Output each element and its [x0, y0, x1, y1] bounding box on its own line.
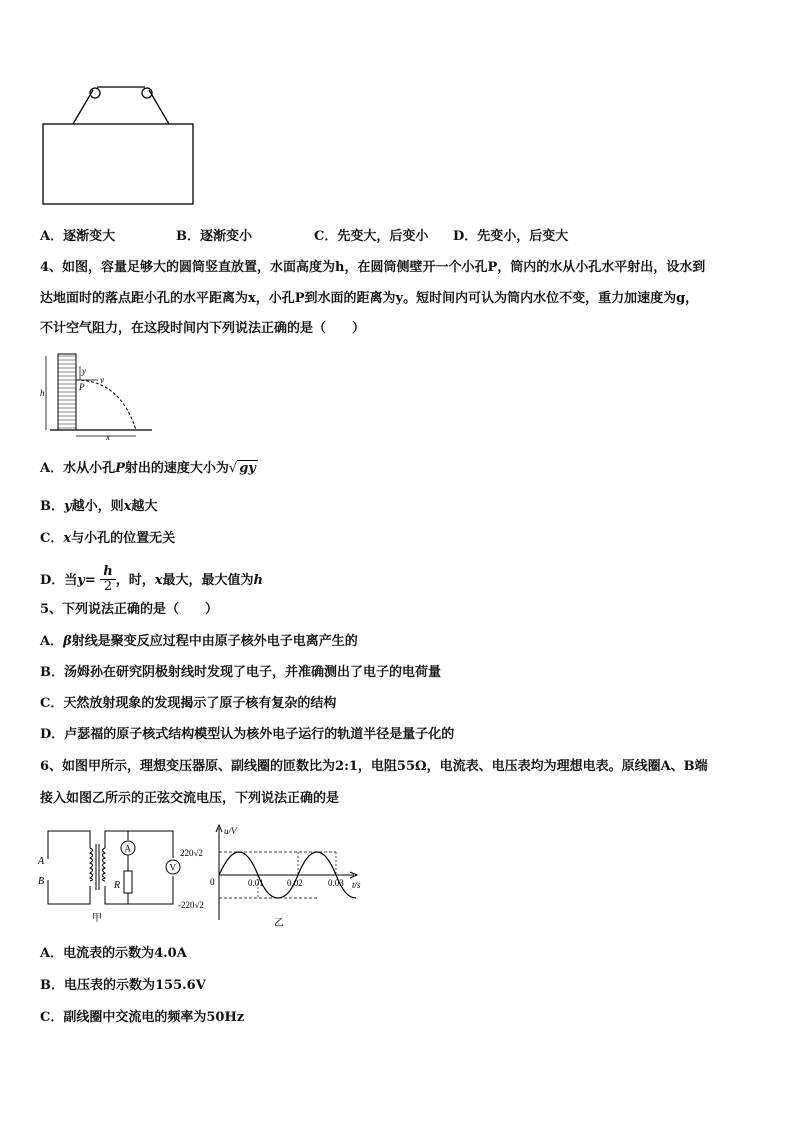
q6-option-c[interactable]: C．副线圈中交流电的频率为50Hz: [40, 1010, 245, 1025]
q6-voltage-graph: [178, 822, 368, 930]
q6-graph-ytick-neg: -220√2: [178, 900, 204, 910]
q6-graph-xtick-001: 0.01: [248, 878, 264, 888]
q6-terminal-b: B: [38, 876, 45, 887]
fraction-h-over-2: $\frac{h}{2}$: [100, 565, 115, 594]
q6-option-b[interactable]: B．电压表的示数为155.6V: [40, 978, 206, 993]
q4-stem-line-2: 达地面时的落点距小孔的水平距离为x，小孔P到水面的距离为y。短时间内可认为筒内水位不变，重力加速度为g，: [40, 291, 699, 306]
q4-label-x: x: [106, 432, 110, 442]
q5-option-b[interactable]: B．汤姆孙在研究阴极射线时发现了电子，并准确测出了电子的电荷量: [40, 665, 441, 680]
q3-option-a[interactable]: A．逐渐变大: [40, 229, 116, 244]
q6-primary-coil: [90, 848, 93, 881]
q6-graph-caption: 乙: [274, 918, 284, 929]
q4-label-y: y: [82, 366, 86, 376]
q6-circuit-figure: [38, 826, 183, 926]
q4-option-c[interactable]: C．x与小孔的位置无关: [40, 531, 176, 546]
q5-option-c[interactable]: C．天然放射现象的发现揭示了原子核有复杂的结构: [40, 696, 337, 711]
q6-resistor: [124, 871, 132, 893]
q5-option-d[interactable]: D．卢瑟福的原子核式结构模型认为核外电子运行的轨道半径是量子化的: [40, 727, 455, 742]
q6-option-a[interactable]: A．电流表的示数为4.0A: [40, 946, 187, 961]
q6-circuit-caption: 甲: [92, 913, 102, 924]
q4-label-p: P: [79, 382, 85, 392]
q6-stem-line-2: 接入如图乙所示的正弦交流电压，下列说法正确的是: [40, 791, 340, 806]
q6-graph-xtick-002: 0.02: [287, 878, 303, 888]
q5-stem: 5、下列说法正确的是（ ）: [40, 602, 219, 617]
q6-secondary-coil: [103, 848, 106, 881]
sqrt-sign: √: [228, 461, 238, 476]
q6-graph-xlabel: t/s: [352, 880, 361, 890]
q6-graph-xtick-003: 0.03: [328, 878, 344, 888]
q3-option-c[interactable]: C．先变大，后变小: [314, 229, 429, 244]
q6-ammeter-label: A: [124, 843, 131, 854]
q6-graph-ylabel: u/V: [224, 826, 237, 836]
q6-graph-ytick-pos: 220√2: [180, 848, 203, 858]
q6-primary-wire: [48, 831, 90, 859]
q3-option-d[interactable]: D．先变小，后变大: [453, 229, 569, 244]
q3-box: [43, 124, 193, 204]
q6-graph-origin: 0: [210, 877, 215, 887]
q4-stem-line-3: 不计空气阻力，在这段时间内下列说法正确的是（ ）: [40, 321, 366, 336]
q3-option-b[interactable]: B．逐渐变小: [176, 229, 252, 244]
q3-pulley-figure: [40, 84, 200, 204]
q5-option-a[interactable]: A．β射线是聚变反应过程中由原子核外电子电离产生的: [40, 634, 358, 649]
q6-stem-line-1: 6、如图甲所示，理想变压器原、副线圈的匝数比为2:1，电阻55Ω，电流表、电压表均为理想电表。原线圈A、B端: [40, 759, 708, 774]
q6-resistor-label: R: [114, 880, 121, 891]
q4-stem-line-1: 4、如图，容量足够大的圆筒竖直放置，水面高度为h，在圆筒侧壁开一个小孔P，筒内的水从小孔水平射出，设水到: [40, 260, 706, 275]
q4-water: [58, 354, 76, 430]
q4-water-jet: [76, 380, 136, 430]
q6-terminal-a: A: [38, 856, 45, 867]
q4-label-h: h: [40, 388, 45, 398]
q4-option-d[interactable]: D．当y= $\frac{h}{2}$ ，时，x最大，最大值为h: [40, 564, 263, 594]
q4-option-a[interactable]: A．水从小孔P射出的速度大小为√ gy: [40, 461, 256, 476]
q4-label-v: v: [100, 375, 104, 385]
q4-cylinder-figure: [40, 350, 160, 440]
q6-secondary-wire-top: [105, 831, 173, 858]
q4-option-b[interactable]: B．y越小，则x越大: [40, 499, 158, 514]
q6-voltmeter-label: V: [169, 862, 176, 873]
q6-primary-wire-bottom: [48, 880, 90, 904]
